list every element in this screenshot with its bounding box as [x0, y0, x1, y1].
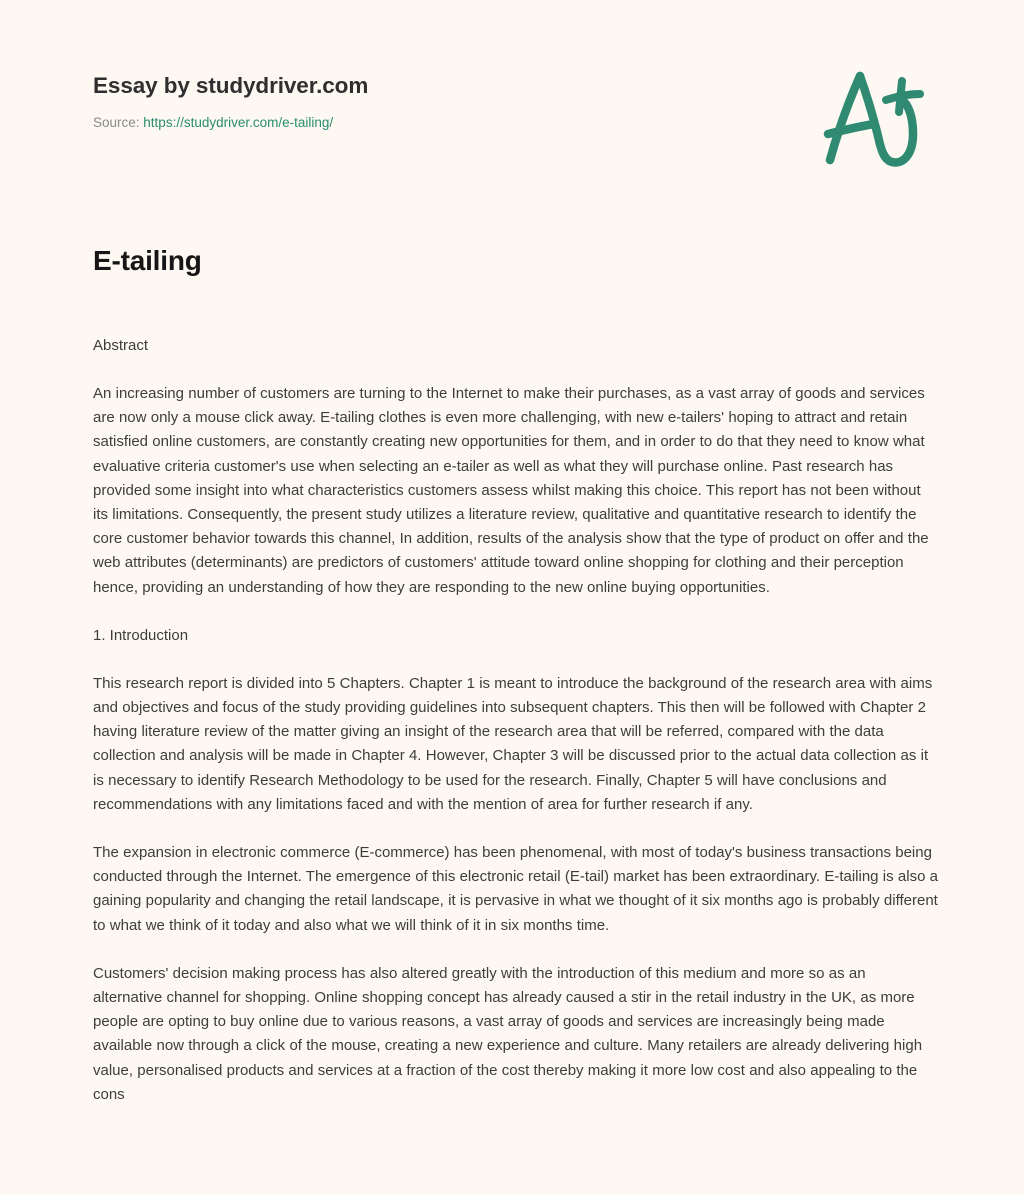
introduction-paragraph-1: This research report is divided into 5 Chapters. Chapter 1 is meant to introduce the background of the research area with aims and objectives and focus of the study providing guidelines into subsequent chapters. This then will be followed with Chapter 2 having literature review of the matter giving an insight of the research area that will be referred, compared with the data collection and analysis will be made in Chapter 4. However, Chapter 3 will be discussed prior to the actual data collection as it is necessary to identify Research Methodology to be used for the research. Finally, Chapter 5 will have conclusions and recommendations with any limitations faced and with the mention of area for further research if any. — [93, 674, 933, 813]
page-title: E-tailing — [93, 245, 202, 276]
source-line — [93, 114, 368, 132]
source-label: Source: — [93, 115, 140, 130]
essay-byline: Essay by studydriver.com — [93, 73, 369, 98]
header-text-block — [93, 72, 368, 132]
abstract-paragraph: An increasing number of customers are turning to the Internet to make their purchases, as a vast array of goods and services are now only a mouse click away. E-tailing clothes is even more challenging, with new e-tailers' hoping to attract and retain satisfied online customers, are constantly creating new opportunities for them, and in order to do that they need to know what evaluative criteria customer's use when selecting an e-tailer as well as what they will purchase online. Past research has provided some insight into what characteristics customers assess whilst making this choice. This report has not been without its limitations. Consequently, the present study utilizes a literature review, qualitative and quantitative research to identify the core customer behavior towards this channel, In addition, results of the analysis show that the type of product on offer and the web attributes (determinants) are predictors of customers' attitude toward online shopping for clothing and their perception hence, providing an understanding of how they are responding to the new online buying opportunities. — [93, 385, 929, 596]
abstract-heading: Abstract — [93, 337, 149, 354]
introduction-heading: 1. Introduction — [93, 626, 189, 644]
aplus-logo-icon — [812, 68, 936, 172]
page-header — [0, 0, 1024, 200]
introduction-paragraph-3: Customers' decision making process has also altered greatly with the introduction of this medium and more so as an alternative channel for shopping. Online shopping concept has already caused a stir in the retail industry in the UK, as more people are opting to buy online due to various reasons, a vast array of goods and services are increasingly being made available now through a click of the mouse, creating a new experience and culture. Many retailers are already delivering high value, personalised products and services at a fraction of the cost thereby making it more low cost and also appealing to the cons — [93, 964, 923, 1103]
document-content — [93, 334, 938, 1107]
aplus-logo[interactable] — [812, 68, 936, 172]
document-body — [93, 243, 938, 1107]
source-url-link[interactable]: https://studydriver.com/e-tailing/ — [143, 115, 334, 130]
introduction-paragraph-2: The expansion in electronic commerce (E-commerce) has been phenomenal, with most of today's business transactions being conducted through the Internet. The emergence of this electronic retail (E-tail) market has been extraordinary. E-tailing is also a gaining popularity and changing the retail landscape, it is pervasive in what we thought of it six months ago is probably different to what we think of it today and also what we will think of it in six months time. — [93, 844, 939, 934]
